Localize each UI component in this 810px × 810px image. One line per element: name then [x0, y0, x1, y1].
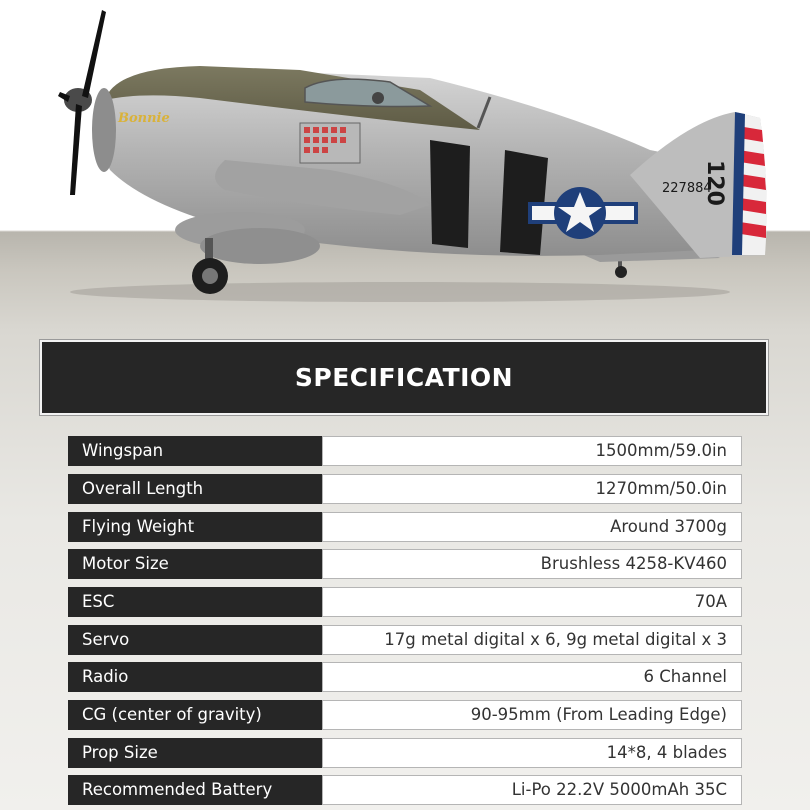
- serial-number: 227884: [662, 181, 712, 196]
- spec-row-servo: [68, 625, 742, 655]
- spec-label: Prop Size: [68, 738, 322, 768]
- spec-value: Brushless 4258-KV460: [322, 549, 742, 579]
- spec-label: Recommended Battery: [68, 775, 322, 805]
- spec-row-radio: [68, 662, 742, 692]
- spec-title: SPECIFICATION: [294, 363, 514, 392]
- spec-row-overall-length: [68, 474, 742, 504]
- spec-row-motor-size: [68, 549, 742, 579]
- spec-value: 70A: [322, 587, 742, 617]
- spec-value: 1500mm/59.0in: [322, 436, 742, 466]
- airplane-illustration: [0, 0, 810, 330]
- spec-label: Wingspan: [68, 436, 322, 466]
- spec-value: 6 Channel: [322, 662, 742, 692]
- spec-label: CG (center of gravity): [68, 700, 322, 730]
- tail-number: 120: [702, 160, 727, 206]
- spec-row-recommended-battery: [68, 775, 742, 805]
- product-hero: [0, 0, 810, 330]
- spec-label: Overall Length: [68, 474, 322, 504]
- spec-value: Li-Po 22.2V 5000mAh 35C: [322, 775, 742, 805]
- spec-row-wingspan: [68, 436, 742, 466]
- spec-value: 1270mm/50.0in: [322, 474, 742, 504]
- spec-header: [40, 340, 768, 415]
- spec-label: ESC: [68, 587, 322, 617]
- spec-value: 90-95mm (From Leading Edge): [322, 700, 742, 730]
- spec-row-cg: [68, 700, 742, 730]
- spec-value: Around 3700g: [322, 512, 742, 542]
- spec-label: Radio: [68, 662, 322, 692]
- spec-label: Flying Weight: [68, 512, 322, 542]
- spec-label: Servo: [68, 625, 322, 655]
- nose-art-text: Bonnie: [118, 111, 170, 126]
- spec-value: 17g metal digital x 6, 9g metal digital x 3: [322, 625, 742, 655]
- spec-label: Motor Size: [68, 549, 322, 579]
- spec-row-flying-weight: [68, 512, 742, 542]
- spec-value: 14*8, 4 blades: [322, 738, 742, 768]
- spec-row-prop-size: [68, 738, 742, 768]
- spec-row-esc: [68, 587, 742, 617]
